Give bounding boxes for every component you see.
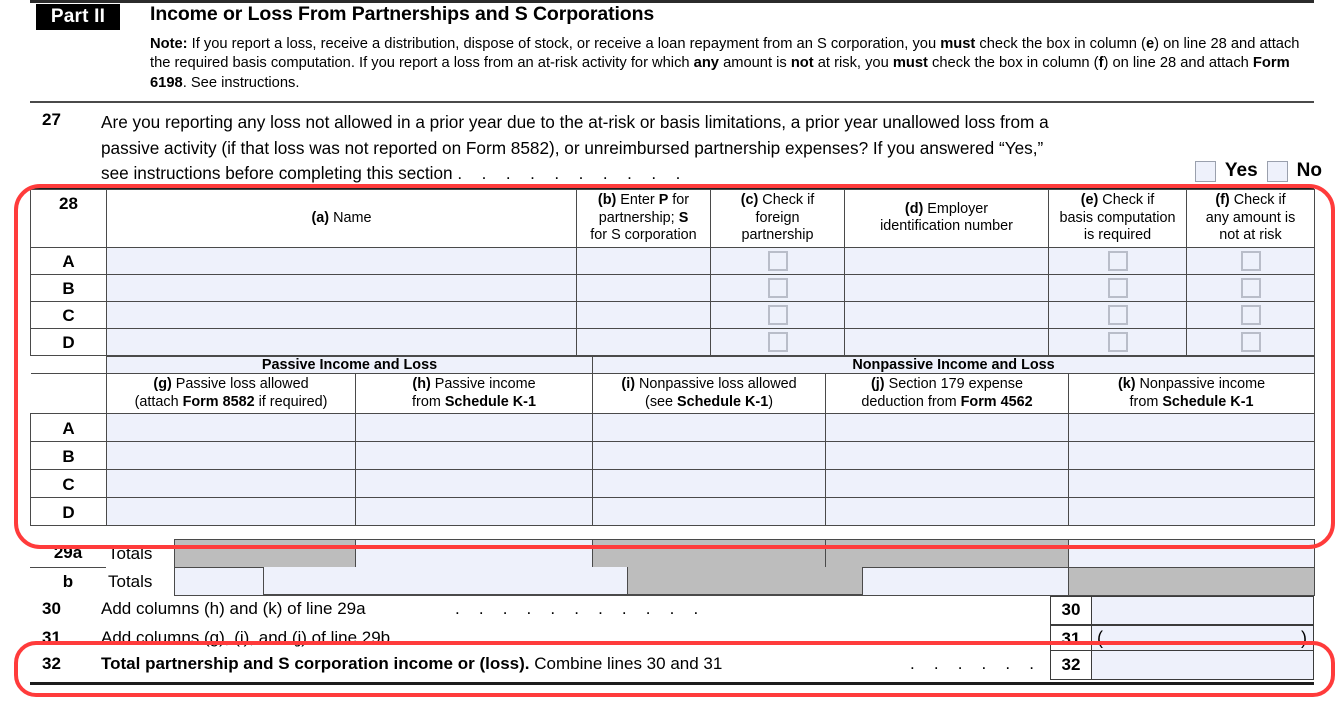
col-g-prefix: (g) xyxy=(153,376,172,392)
col-c-header xyxy=(711,190,845,248)
no-label: No xyxy=(1296,160,1322,181)
col-i-l2c: ) xyxy=(768,393,773,410)
basis-checkbox[interactable] xyxy=(1108,332,1128,352)
col-h-schedk1: Schedule K-1 xyxy=(444,393,536,410)
note-bold-must: must xyxy=(940,36,976,52)
line-32-number: 32 xyxy=(42,654,61,673)
col-j-header xyxy=(826,374,1069,414)
col-d-l1: Employer xyxy=(923,200,989,217)
totals-29a-g xyxy=(174,540,355,568)
table-row xyxy=(31,247,1315,274)
income-row-a-j[interactable] xyxy=(826,414,1069,442)
line-28-header-row xyxy=(31,190,1315,248)
income-columns-header-row xyxy=(31,374,1315,414)
at-risk-checkbox[interactable] xyxy=(1241,332,1261,352)
col-d-prefix: (d) xyxy=(904,200,924,217)
line-29a-number: 29a xyxy=(30,540,106,568)
note-seg-4: amount is xyxy=(718,55,791,72)
income-row-c-i[interactable] xyxy=(593,470,826,498)
line-32-box-number: 32 xyxy=(1050,650,1092,680)
note-bold-form6198: Form 6198 xyxy=(150,55,1290,91)
line-32-text xyxy=(101,654,722,674)
income-col-spacer xyxy=(31,374,107,414)
foreign-checkbox[interactable] xyxy=(768,332,788,352)
col-d-header xyxy=(845,190,1049,248)
row-c-ein-cell[interactable] xyxy=(845,301,1049,328)
col-k-header xyxy=(1069,374,1315,414)
row-a-atrisk-cell[interactable] xyxy=(1187,247,1315,274)
part-badge: Part II xyxy=(36,4,120,30)
line-29b-label: Totals xyxy=(106,568,174,596)
col-e-header xyxy=(1049,190,1187,248)
row-d-atrisk-cell[interactable] xyxy=(1187,328,1315,355)
col-f-l2: any amount is xyxy=(1205,209,1296,226)
income-row-a-h[interactable] xyxy=(356,414,593,442)
no-checkbox[interactable] xyxy=(1267,161,1288,182)
at-risk-checkbox[interactable] xyxy=(1241,251,1261,271)
col-b-l1b: for xyxy=(668,192,690,208)
note-label: Note: xyxy=(150,36,188,52)
row-b-ein-cell[interactable] xyxy=(845,274,1049,301)
line-27-line1: Are you reporting any loss not allowed in a prior year due to the at-risk or basis limitations, a prior year unallowed loss from a xyxy=(101,112,1049,132)
note-seg-8: . See instructions. xyxy=(182,74,300,91)
line-30-leader-dots: . . . . . . . . . . . xyxy=(455,599,706,618)
note-bold-e: e xyxy=(1145,36,1155,52)
part-title: Income or Loss From Partnerships and S Corporations xyxy=(150,3,655,25)
col-c-l3: partnership xyxy=(741,227,814,243)
note-seg-7: ) on line 28 and attach xyxy=(1103,55,1253,72)
at-risk-checkbox[interactable] xyxy=(1241,305,1261,325)
note-bold-any: any xyxy=(693,55,719,72)
line-32-rest-text: Combine lines 30 and 31 xyxy=(529,654,723,673)
line-31-box-number: 31 xyxy=(1050,625,1092,654)
at-risk-checkbox[interactable] xyxy=(1241,278,1261,298)
row-c-atrisk-cell[interactable] xyxy=(1187,301,1315,328)
table-row xyxy=(31,301,1315,328)
row-d-pors-cell[interactable] xyxy=(577,328,711,355)
income-row-c-j[interactable] xyxy=(826,470,1069,498)
col-b-s: S xyxy=(678,209,689,226)
totals-29a-k[interactable] xyxy=(1068,540,1314,568)
line-27-line2: passive activity (if that loss was not reported on Form 8582), or unreimbursed partnership expenses? If you answered “Yes,” xyxy=(101,137,1044,158)
col-j-l2a: deduction from xyxy=(861,393,961,410)
col-i-schedk1: Schedule K-1 xyxy=(677,393,769,410)
col-d-l2: identification number xyxy=(880,218,1013,235)
note-seg-6: check the box in column ( xyxy=(927,55,1099,72)
part-ii-header xyxy=(0,0,1344,100)
income-row-c-h[interactable] xyxy=(356,470,593,498)
totals-row-29a xyxy=(30,540,1314,568)
col-k-l1: Nonpassive income xyxy=(1135,376,1266,392)
line-30-text: Add columns (h) and (k) of line 29a xyxy=(101,599,366,618)
note-bold-must2: must xyxy=(892,55,928,72)
income-row-d-g[interactable] xyxy=(107,498,356,526)
income-row-b-g[interactable] xyxy=(107,442,356,470)
foreign-checkbox[interactable] xyxy=(768,278,788,298)
basis-checkbox[interactable] xyxy=(1108,278,1128,298)
col-g-header xyxy=(107,374,356,414)
col-b-l3: for S corporation xyxy=(590,227,697,243)
col-k-schedk1: Schedule K-1 xyxy=(1162,393,1254,410)
row-label-a: A xyxy=(31,247,107,274)
line-27-text xyxy=(101,110,1316,187)
col-i-l2a: (see xyxy=(645,393,678,410)
passive-section-header: Passive Income and Loss xyxy=(107,357,593,374)
col-k-l2a: from xyxy=(1129,393,1163,410)
col-j-prefix: (j) xyxy=(871,376,885,392)
col-b-prefix: (b) xyxy=(597,192,617,208)
col-a-label: Name xyxy=(329,209,372,226)
row-c-pors-cell[interactable] xyxy=(577,301,711,328)
line-31-text: Add columns (g), (i), and (j) of line 29b xyxy=(101,628,391,647)
line-32-row xyxy=(30,650,1314,680)
income-row-a-i[interactable] xyxy=(593,414,826,442)
line-32-bold-text: Total partnership and S corporation income or (loss). xyxy=(101,654,530,673)
totals-29b-g-overlay[interactable] xyxy=(263,567,628,595)
line-28-number: 28 xyxy=(31,190,107,248)
col-g-l2a: (attach xyxy=(134,393,183,410)
totals-29a-i xyxy=(592,540,825,568)
totals-29a-j xyxy=(825,540,1068,568)
col-b-l1a: Enter xyxy=(616,192,659,208)
part-note xyxy=(150,35,1312,93)
col-f-l1: Check if xyxy=(1229,192,1286,208)
row-a-name-cell[interactable] xyxy=(107,247,577,274)
row-a-ein-cell[interactable] xyxy=(845,247,1049,274)
col-i-prefix: (i) xyxy=(621,376,636,392)
line-32-bottom-rule xyxy=(30,682,1314,685)
note-bold-f: f xyxy=(1098,55,1104,72)
row-b-atrisk-cell[interactable] xyxy=(1187,274,1315,301)
row-a-pors-cell[interactable] xyxy=(577,247,711,274)
foreign-checkbox[interactable] xyxy=(768,305,788,325)
basis-checkbox[interactable] xyxy=(1108,251,1128,271)
income-row-label-b: B xyxy=(31,442,107,470)
row-b-name-cell[interactable] xyxy=(107,274,577,301)
row-c-foreign-cell[interactable] xyxy=(711,301,845,328)
col-e-l2: basis computation xyxy=(1059,209,1176,226)
table-row xyxy=(31,470,1315,498)
table-row xyxy=(31,498,1315,526)
income-row-label-c: C xyxy=(31,470,107,498)
income-row-d-k[interactable] xyxy=(1069,498,1315,526)
section-header-row xyxy=(31,357,1315,374)
income-row-d-j[interactable] xyxy=(826,498,1069,526)
col-e-l1: Check if xyxy=(1098,192,1155,208)
totals-29a-h[interactable] xyxy=(355,540,592,568)
col-b-l2: partnership; xyxy=(598,209,679,226)
col-f-l3: not at risk xyxy=(1219,227,1282,243)
income-row-b-h[interactable] xyxy=(356,442,593,470)
row-a-basis-cell[interactable] xyxy=(1049,247,1187,274)
line-30-value[interactable] xyxy=(1092,596,1314,625)
line-31-paren-close: ) xyxy=(1301,628,1307,648)
row-a-foreign-cell[interactable] xyxy=(711,247,845,274)
row-label-d: D xyxy=(31,328,107,355)
row-d-foreign-cell[interactable] xyxy=(711,328,845,355)
line-31-number: 31 xyxy=(42,628,61,647)
col-b-header xyxy=(577,190,711,248)
col-e-prefix: (e) xyxy=(1080,192,1099,208)
col-h-prefix: (h) xyxy=(412,376,431,392)
col-i-l1: Nonpassive loss allowed xyxy=(635,376,797,392)
income-row-a-k[interactable] xyxy=(1069,414,1315,442)
col-f-prefix: (f) xyxy=(1215,192,1230,208)
row-c-name-cell[interactable] xyxy=(107,301,577,328)
col-b-p: P xyxy=(658,192,669,208)
row-label-c: C xyxy=(31,301,107,328)
col-c-prefix: (c) xyxy=(740,192,759,208)
line-30-box-number: 30 xyxy=(1050,596,1092,625)
table-row xyxy=(31,328,1315,355)
foreign-checkbox[interactable] xyxy=(768,251,788,271)
line-30-row xyxy=(30,596,1314,625)
income-row-b-i[interactable] xyxy=(593,442,826,470)
line-29b-number: b xyxy=(30,568,106,596)
income-row-label-a: A xyxy=(31,414,107,442)
row-label-b: B xyxy=(31,274,107,301)
line-27-leader-dots: . . . . . . . . . . xyxy=(457,164,688,183)
col-h-l1: Passive income xyxy=(430,376,536,392)
col-h-header xyxy=(356,374,593,414)
row-b-foreign-cell[interactable] xyxy=(711,274,845,301)
line-28-table xyxy=(30,189,1315,356)
note-bold-not: not xyxy=(790,55,814,72)
totals-29b-h-overlay xyxy=(628,567,863,595)
section-header-spacer xyxy=(31,357,107,374)
line-29a-label: Totals xyxy=(106,540,174,568)
yes-checkbox[interactable] xyxy=(1195,161,1216,182)
row-b-pors-cell[interactable] xyxy=(577,274,711,301)
note-seg-3: ) on line 28 and attach the required basis computation. If you report a loss from an at-risk activity for which xyxy=(150,36,1300,72)
passive-nonpassive-table xyxy=(30,356,1315,526)
income-row-c-g[interactable] xyxy=(107,470,356,498)
income-row-c-k[interactable] xyxy=(1069,470,1315,498)
income-row-b-j[interactable] xyxy=(826,442,1069,470)
col-i-header xyxy=(593,374,826,414)
income-row-d-h[interactable] xyxy=(356,498,593,526)
row-c-basis-cell[interactable] xyxy=(1049,301,1187,328)
row-d-basis-cell[interactable] xyxy=(1049,328,1187,355)
col-h-l2a: from xyxy=(412,393,445,410)
totals-29b-k xyxy=(1068,568,1314,596)
line-27-line3: see instructions before completing this section xyxy=(101,163,453,183)
line-27-number: 27 xyxy=(42,110,61,129)
table-row xyxy=(31,442,1315,470)
col-g-l2c: if required) xyxy=(254,393,328,410)
table-row xyxy=(31,274,1315,301)
col-e-l3: is required xyxy=(1083,227,1152,243)
line-31-leader-dots: . . . . . . . . . . xyxy=(500,628,727,647)
nonpassive-section-header: Nonpassive Income and Loss xyxy=(593,357,1315,374)
table-row xyxy=(31,414,1315,442)
note-seg-5: at risk, you xyxy=(813,55,893,72)
line-31-paren-open: ( xyxy=(1097,628,1103,648)
col-g-form8582: Form 8582 xyxy=(182,393,255,410)
col-k-prefix: (k) xyxy=(1117,376,1136,392)
col-a-prefix: (a) xyxy=(311,209,330,226)
col-f-header xyxy=(1187,190,1315,248)
col-g-l1: Passive loss allowed xyxy=(171,376,309,392)
row-b-basis-cell[interactable] xyxy=(1049,274,1187,301)
income-row-a-g[interactable] xyxy=(107,414,356,442)
basis-checkbox[interactable] xyxy=(1108,305,1128,325)
note-bottom-rule xyxy=(30,101,1314,103)
col-c-l1: Check if xyxy=(758,192,815,208)
line-30-number: 30 xyxy=(42,599,61,618)
note-seg-1: If you report a loss, receive a distribution, dispose of stock, or receive a loan repayment from an S corporation, you xyxy=(187,36,941,52)
col-c-l2: foreign xyxy=(755,209,800,226)
col-j-form4562: Form 4562 xyxy=(960,393,1033,410)
line-27-yes-no-group xyxy=(1195,160,1322,182)
yes-label: Yes xyxy=(1224,160,1258,181)
col-j-l1: Section 179 expense xyxy=(884,376,1024,392)
line-32-leader-dots: . . . . . . xyxy=(910,654,1042,673)
row-d-ein-cell[interactable] xyxy=(845,328,1049,355)
income-row-label-d: D xyxy=(31,498,107,526)
income-row-b-k[interactable] xyxy=(1069,442,1315,470)
col-a-name-header xyxy=(107,190,577,248)
income-row-d-i[interactable] xyxy=(593,498,826,526)
line-32-value[interactable] xyxy=(1092,650,1314,680)
row-d-name-cell[interactable] xyxy=(107,328,577,355)
note-seg-2: check the box in column ( xyxy=(975,36,1146,52)
